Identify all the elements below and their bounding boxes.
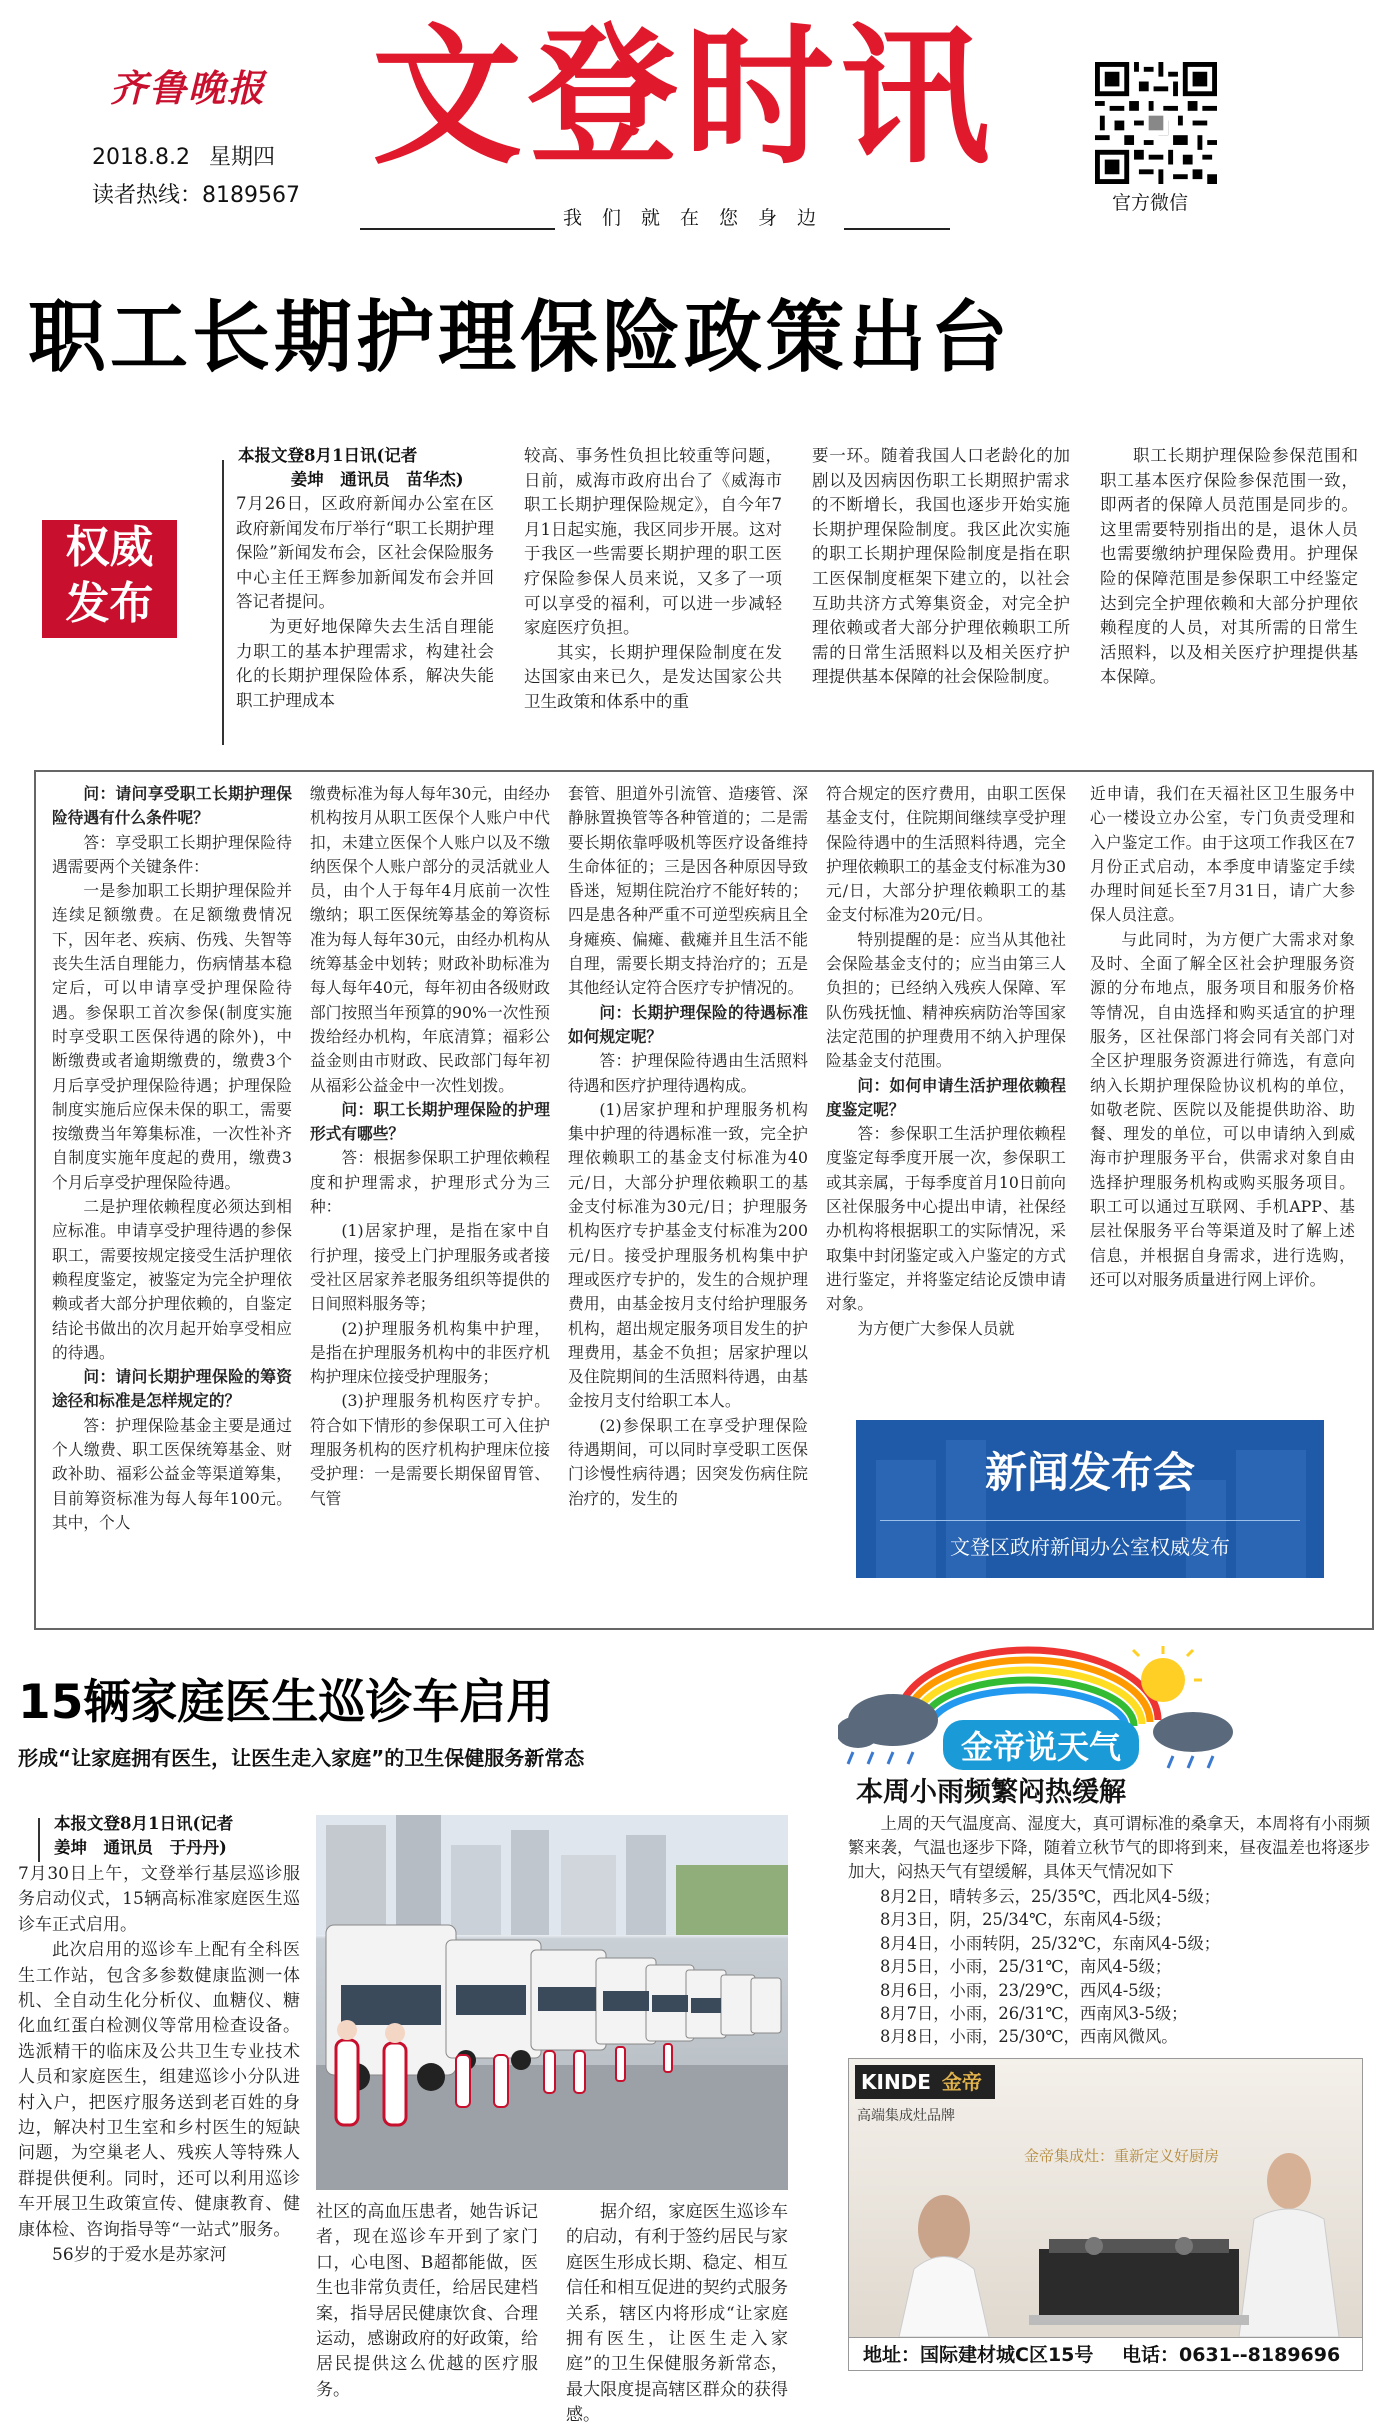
press-box-subtitle: 文登区政府新闻办公室权威发布 xyxy=(950,1535,1230,1559)
qa-col-4 xyxy=(826,782,1066,1341)
press-box-title: 新闻发布会 xyxy=(984,1448,1195,1497)
ad-brand-cn: 金帝 xyxy=(941,2070,982,2094)
lead-col-1 xyxy=(236,492,494,713)
weather-day: 8月8日，小雨，25/30℃，西南风微风。 xyxy=(880,2027,1178,2047)
qa-paragraph: 为方便广大参保人员就 xyxy=(857,1318,1015,1338)
lead-paragraph: 要一环。随着我国人口老龄化的加剧以及因病因伤职工长期照护需求的不断增长，我国也逐步开始实施长期护理保险制度。我区此次实施的职工长期护理保险制度是指在职工医保制度框架下建立的，以社会互助共济方式筹集资金，对完全护理依赖或者大部分护理依赖职工所需的日常生活照料以及相关医疗护理提供基本保障的社会保险制度。 xyxy=(812,446,1070,687)
qa-paragraph: (2)护理服务机构集中护理，是指在护理服务机构中的非医疗机构护理床位接受护理服务； xyxy=(310,1318,550,1387)
badge-line1: 权威 xyxy=(65,522,154,573)
qa-answer: 答：护理保险待遇由生活照料待遇和医疗护理待遇构成。 xyxy=(568,1051,808,1095)
paper-name: 齐鲁晚报 xyxy=(110,66,266,110)
qa-col-2 xyxy=(310,782,550,1511)
qa-paragraph: (1)居家护理和护理服务机构集中护理的待遇标准一致，完全护理依赖职工的基金支付标准为40元/日，大部分护理依赖职工的基金支付标准为30元/日；护理服务机构医疗专护基金支付标准为200元/日。接受护理服务机构集中护理或医疗专护的，发生的合规护理费用，由基金按月支付给护理服务机构，超出规定服务项目发生的护理费用，基金不负担；居家护理以及住院期间的生活照料待遇，由基金按月支付给职工本人。 xyxy=(568,1099,808,1411)
byline-rule xyxy=(38,1818,40,1862)
lead-paragraph: 职工长期护理保险参保范围和职工基本医疗保险参保范围一致，即两者的保障人员范围是同步的。这里需要特别指出的是，退休人员也需要缴纳护理保险费用。护理保险的保障范围是参保职工中经鉴定达到完全护理依赖和大部分护理依赖程度的人员，对其所需的日常生活照料，以及相关医疗护理提供基本保障。 xyxy=(1100,446,1358,687)
qa-question: 问：如何申请生活护理依赖程度鉴定呢？ xyxy=(826,1075,1066,1119)
article2-headline: 15辆家庭医生巡诊车启用 xyxy=(18,1675,554,1730)
ad-slogan: 金帝集成灶：重新定义好厨房 xyxy=(1024,2147,1220,2165)
ad-kitchen-photo xyxy=(849,2119,1363,2337)
qa-paragraph: 特别提醒的是：应当从其他社会保险基金支付的；应当由第三人负担的；已经纳入残疾人保障、军队伤残抚恤、精神疾病防治等国家法定范围的护理费用不纳入护理保险基金支付范围。 xyxy=(826,929,1066,1071)
qa-answer: 答：参保职工生活护理依赖程度鉴定每季度开展一次，参保职工或其亲属，于每季度首月10日前向区社保服务中心提出申请，社保经办机构将根据职工的实际情况，采取集中封闭鉴定或入户鉴定的方式进行鉴定，并将鉴定结论反馈申请对象。 xyxy=(826,1124,1066,1314)
lead-byline xyxy=(238,444,538,492)
date: 2018.8.2 xyxy=(92,145,190,170)
masthead xyxy=(0,0,1395,240)
lead-paragraph: 7月26日，区政府新闻办公室在区政府新闻发布厅举行“职工长期护理保险”新闻发布会，区社会保险服务中心主任王辉参加新闻发布会并回答记者提问。 xyxy=(236,494,494,612)
weather-day: 8月5日，小雨，25/31℃，南风4-5级； xyxy=(880,1957,1172,1977)
ad-brand-en: KINDE xyxy=(861,2070,931,2094)
press-box xyxy=(856,1420,1324,1578)
weather-intro: 上周的天气温度高、湿度大，真可谓标准的桑拿天，本周将有小雨频繁来袭，气温也逐步下降，随着立秋节气的即将到来，昼夜温差也将逐步加大，闷热天气有望缓解，具体天气情况如下 xyxy=(848,1814,1370,1881)
article2-paragraph: 社区的高血压患者，她告诉记者，现在巡诊车开到了家门口，心电图、B超都能做，医生也非常负责任，给居民建档案，指导居民健康饮食、合理运动，感谢政府的好政策，给居民提供这么优越的医疗服务。 xyxy=(316,2202,538,2400)
qa-answer: 答：根据参保职工护理依赖程度和护理需求，护理形式分为三种： xyxy=(310,1148,550,1217)
qa-paragraph: 套管、胆道外引流管、造瘘管、深静脉置换管等各种管道的；二是需要长期依靠呼吸机等医疗设备维持生命体征的；三是因各种原因导致昏迷，短期住院治疗不能好转的；四是患各种严重不可逆型疾病且全身瘫痪、偏瘫、截瘫并且生活不能自理，需要长期支持治疗的；五是其他经认定符合医疗专护情况的。 xyxy=(568,784,808,998)
main-headline: 职工长期护理保险政策出台 xyxy=(28,293,1013,383)
qa-paragraph: 近申请，我们在天福社区卫生服务中心一楼设立办公室，专门负责受理和入户鉴定工作。由于这项工作我区在7月份正式启动，本季度申请鉴定手续办理时间延长至7月31日，请广大参保人员注意。 xyxy=(1090,784,1355,925)
ad-tagline: 高端集成灶品牌 xyxy=(857,2108,955,2124)
qa-question: 问：请问享受职工长期护理保险待遇有什么条件呢？ xyxy=(52,784,292,828)
article2-paragraph: 56岁的于爱水是苏家河 xyxy=(52,2245,227,2266)
lead-col-2 xyxy=(524,444,782,715)
lead-col-3 xyxy=(812,444,1070,690)
qa-paragraph: 一是参加职工长期护理保险并连续足额缴费。在足额缴费情况下，因年老、疾病、伤残、失智等丧失生活自理能力，伤病情基本稳定后，可以申请享受护理保险待遇。参保职工首次参保(制度实施时享受职工医保待遇的除外)，中断缴费或者逾期缴费的，缴费3个月后享受护理保险待遇；护理保险制度实施后应保未保的职工，需要按缴费当年筹集标准，一次性补齐自制度实施年度起的费用，缴费3个月后享受护理保险待遇。 xyxy=(52,881,292,1192)
article2-col-3 xyxy=(566,2200,788,2429)
byline-line2: 姜坤 通讯员 苗华杰) xyxy=(290,470,464,489)
qa-col-1 xyxy=(52,782,292,1535)
weather-day: 8月7日，小雨，26/31℃，西南风3-5级； xyxy=(880,2004,1188,2024)
lead-paragraph: 为更好地保障失去生活自理能力职工的基本护理需求，构建社会化的长期护理保险体系，解决失能职工护理成本 xyxy=(236,616,494,710)
article2-subhead: 形成“让家庭拥有医生，让医生走入家庭”的卫生保健服务新常态 xyxy=(18,1746,585,1770)
lead-paragraph: 较高、事务性负担比较重等问题，日前，威海市政府出台了《威海市职工长期护理保险规定》，自今年7月1日起实施，我区同步开展。这对于我区一些需要长期护理的职工医疗保险参保人员来说，又多了一项可以享受的福利，可以进一步减轻家庭医疗负担。 xyxy=(524,446,782,638)
qa-question: 问：职工长期护理保险的护理形式有哪些？ xyxy=(310,1099,550,1144)
byline-rule xyxy=(222,460,224,745)
qa-answer: 答：享受职工长期护理保险待遇需要两个关键条件： xyxy=(52,832,292,876)
article2-col-2 xyxy=(316,2200,538,2403)
article2-col-1 xyxy=(18,1862,300,2269)
issue-date xyxy=(92,140,275,171)
masthead-title: 文登时讯 xyxy=(372,11,997,185)
weekday: 星期四 xyxy=(208,145,275,170)
ad-footer xyxy=(849,2337,1363,2371)
qa-paragraph: (2)参保职工在享受护理保险待遇期间，可以同时享受职工医保门诊慢性病待遇；因突发伤病住院治疗的，发生的 xyxy=(568,1415,808,1508)
qa-question: 问：请问长期护理保险的筹资途径和标准是怎样规定的？ xyxy=(52,1367,292,1411)
weather-days xyxy=(880,1885,1350,2049)
badge-line2: 发布 xyxy=(65,578,154,629)
byline-line1: 本报文登8月1日讯(记者 xyxy=(238,446,418,465)
article2-byline xyxy=(54,1812,344,1860)
kinde-ad xyxy=(848,2058,1363,2371)
ad-address: 地址：国际建材城C区15号 xyxy=(863,2344,1094,2366)
lead-paragraph: 其实，长期护理保险制度在发达国家由来已久，是发达国家公共卫生政策和体系中的重 xyxy=(524,642,782,711)
weather-day: 8月2日，晴转多云，25/35℃，西北风4-5级； xyxy=(880,1887,1221,1906)
qa-question: 问：长期护理保险的待遇标准如何规定呢？ xyxy=(568,1002,808,1046)
weather-day: 8月3日，阴，25/34℃，东南风4-5级； xyxy=(880,1910,1172,1930)
lead-col-4 xyxy=(1100,444,1358,690)
bus-fleet-photo xyxy=(316,1815,788,2190)
weather-headline: 本周小雨频繁闷热缓解 xyxy=(856,1777,1126,1808)
weather-day: 8月4日，小雨转阴，25/32℃，东南风4-5级； xyxy=(880,1933,1221,1953)
qr-caption: 官方微信 xyxy=(1112,192,1189,214)
authority-badge xyxy=(42,520,177,638)
article2-paragraph: 据介绍，家庭医生巡诊车的启动，有利于签约居民与家庭医生形成长期、稳定、相互信任和相互促进的契约式服务关系，辖区内将形成“让家庭拥有医生，让医生走入家庭”的卫生保健服务新常态，最大限度提高辖区群众的获得感。 xyxy=(566,2202,788,2426)
article2-paragraph: 7月30日上午，文登举行基层巡诊服务启动仪式，15辆高标准家庭医生巡诊车正式启用。 xyxy=(18,1864,300,1935)
qa-col-3 xyxy=(568,782,808,1511)
qa-paragraph: 符合规定的医疗费用，由职工医保基金支付，住院期间继续享受护理保险待遇中的生活照料待遇，完全护理依赖职工的基金支付标准为30元/日，大部分护理依赖职工的基金支付标准为20元/日。 xyxy=(826,784,1066,925)
qa-paragraph: (1)居家护理，是指在家中自行护理，接受上门护理服务或者接受社区居家养老服务组织等提供的日间照料服务等； xyxy=(310,1221,550,1314)
ad-phone: 电话：0631--8189696 xyxy=(1122,2344,1341,2366)
slogan: 我们就在您身边 xyxy=(555,203,844,230)
qa-col-5 xyxy=(1090,782,1355,1292)
press-box-rule xyxy=(880,1520,1300,1521)
qa-paragraph: (3)护理服务机构医疗专护。符合如下情形的参保职工可入住护理服务机构的医疗机构护理床位接受护理：一是需要长期保留胃管、气管 xyxy=(310,1391,550,1508)
article2-paragraph: 此次启用的巡诊车上配有全科医生工作站，包含多参数健康监测一体机、全自动生化分析仪、血糖仪、糖化血红蛋白检测仪等常用检查设备。选派精干的临床及公共卫生专业技术人员和家庭医生，组建巡诊小分队进村入户，把医疗服务送到老百姓的身边，解决村卫生室和乡村医生的短缺问题，为空巢老人、残疾人等特殊人群提供便利。同时，还可以利用巡诊车开展卫生政策宣传、健康教育、健康体检、咨询指导等“一站式”服务。 xyxy=(18,1940,300,2240)
qa-paragraph: 与此同时，为方便广大需求对象及时、全面了解全区社会护理服务资源的分布地点，服务项目和服务价格等情况，自由选择和购买适宜的护理服务，区社保部门将会同有关部门对全区护理服务资源进行筛选，有意向纳入长期护理保险协议机构的单位，如敬老院、医院以及能提供助浴、助餐、理发的单位，可以申请纳入到威海市护理服务平台，供需求对象自由选择护理服务机构或购买服务项目。职工可以通过互联网、手机APP、基层社保服务平台等渠道及时了解上述信息，并根据自身需求，进行选购，还可以对服务质量进行网上评价。 xyxy=(1090,929,1355,1289)
qr-code-icon xyxy=(1095,62,1217,184)
weather-day: 8月6日，小雨，23/29℃，西风4-5级； xyxy=(880,1980,1172,2000)
byline-line1: 本报文登8月1日讯(记者 xyxy=(54,1814,234,1833)
reader-hotline: 读者热线：8189567 xyxy=(92,183,300,208)
qa-answer: 答：护理保险基金主要是通过个人缴费、职工医保统筹基金、财政补助、福彩公益金等渠道筹集，目前筹资标准为每人每年100元。其中，个人 xyxy=(52,1415,292,1532)
byline-line2: 姜坤 通讯员 于丹丹) xyxy=(54,1838,227,1857)
weather-logo-text: 金帝说天气 xyxy=(943,1720,1139,1770)
qa-paragraph: 二是护理依赖程度必须达到相应标准。申请享受护理待遇的参保职工，需要按规定接受生活护理依赖程度鉴定，被鉴定为完全护理依赖或者大部分护理依赖的，自鉴定结论书做出的次月起开始享受相应的待遇。 xyxy=(52,1197,292,1362)
qa-paragraph: 缴费标准为每人每年30元，由经办机构按月从职工医保个人账户中代扣，未建立医保个人账户以及不缴纳医保个人账户部分的灵活就业人员，由个人于每年4月底前一次性缴纳；职工医保统筹基金的筹资标准为每人每年30元，由经办机构从统筹基金中划转；财政补助标准为每人每年40元，每年初由各级财政部门按照当年预算的90%一次性预拨给经办机构，年底清算；福彩公益金则由市财政、民政部门每年初从福彩公益金中一次性划拨。 xyxy=(310,784,550,1095)
weather-logo xyxy=(838,1640,1258,1770)
ad-brand-block xyxy=(855,2065,995,2099)
